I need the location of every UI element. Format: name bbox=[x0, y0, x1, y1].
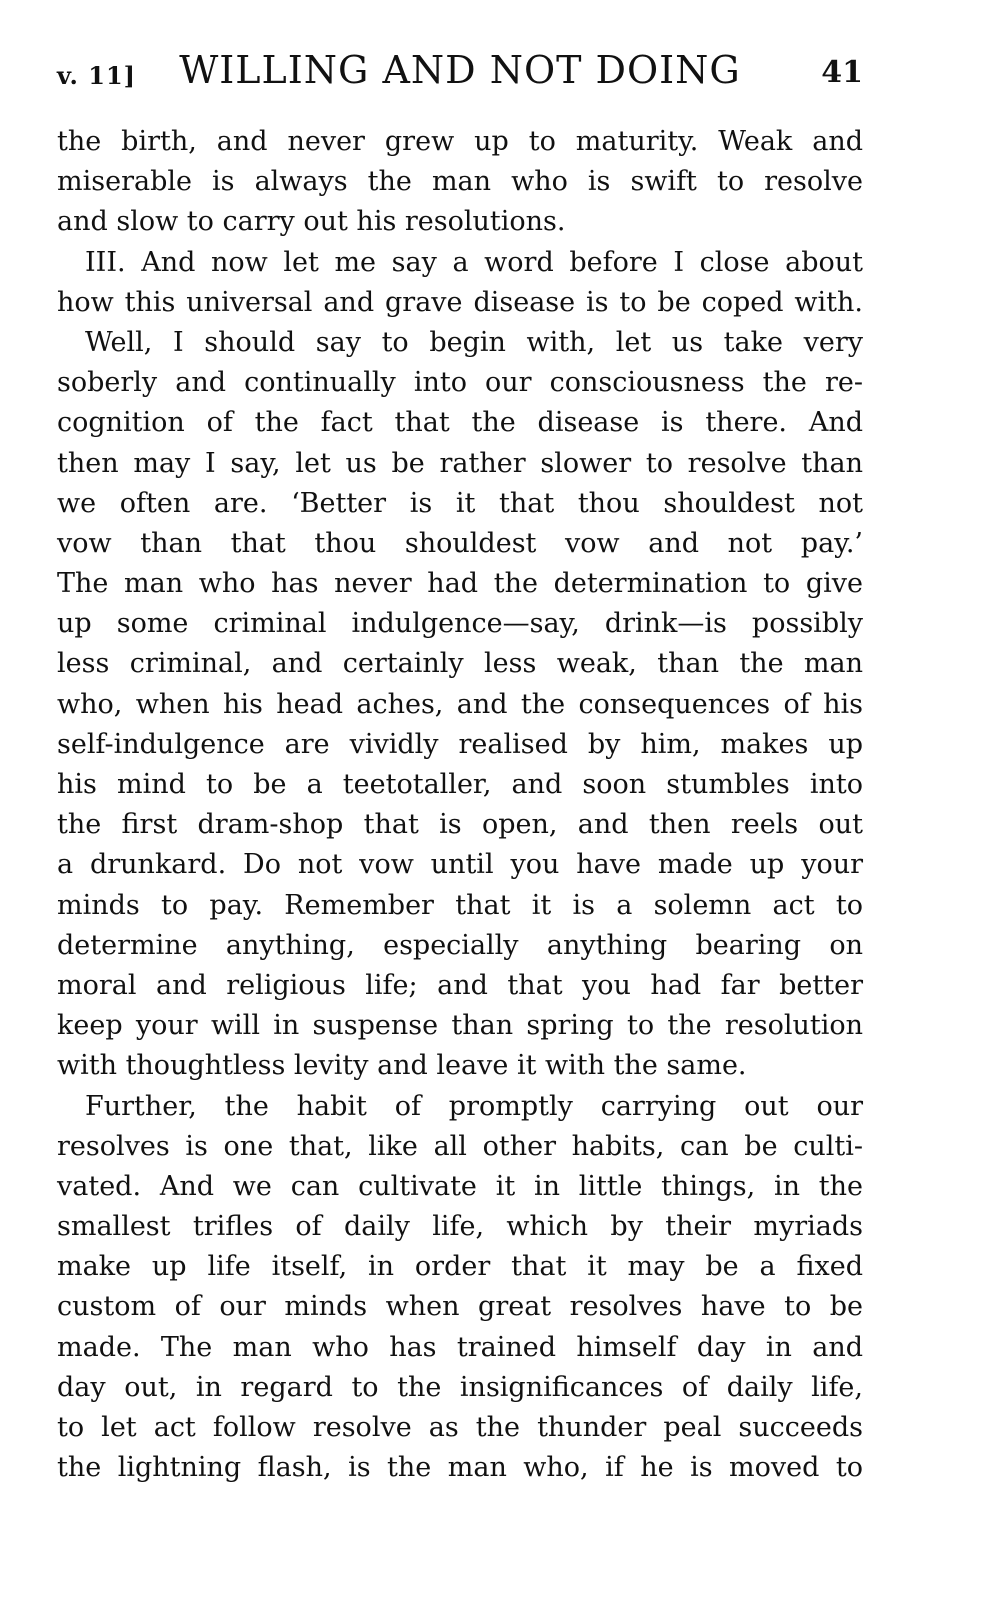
text-line: make up life itself, in order that it may be a fixed bbox=[57, 1251, 863, 1283]
text-line: The man who has never had the determination to give bbox=[57, 568, 863, 600]
text-line: with thoughtless levity and leave it with the same. bbox=[57, 1050, 747, 1082]
text-line: Well, I should say to begin with, let us take very bbox=[85, 326, 863, 358]
text-line: miserable is always the man who is swift to resolve bbox=[57, 166, 863, 198]
text-line: how this universal and grave disease is to be coped with. bbox=[57, 286, 863, 318]
page-number: 41 bbox=[821, 55, 863, 90]
text-line: keep your will in suspense than spring to the resolution bbox=[57, 1010, 863, 1042]
text-line: day out, in regard to the insignificances of daily life, bbox=[57, 1371, 863, 1403]
text-line: soberly and continually into our consciousness the re- bbox=[57, 367, 863, 399]
text-line: to let act follow resolve as the thunder peal succeeds bbox=[57, 1412, 863, 1443]
text-line: the lightning flash, is the man who, if he is moved to bbox=[57, 1452, 863, 1484]
text-line: the first dram-shop that is open, and then reels out bbox=[57, 809, 863, 841]
text-line: resolves is one that, like all other habits, can be culti- bbox=[57, 1130, 863, 1162]
text-line: the birth, and never grew up to maturity. Weak and bbox=[57, 126, 863, 157]
text-line: made. The man who has trained himself day in and bbox=[57, 1331, 863, 1363]
running-title: WILLING AND NOT DOING bbox=[179, 48, 741, 92]
text-line: minds to pay. Remember that it is a solemn act to bbox=[57, 889, 863, 921]
text-line: we often are. ‘Better is it that thou shouldest not bbox=[57, 487, 863, 519]
text-line: vated. And we can cultivate it in little things, in the bbox=[57, 1170, 863, 1202]
text-line: a drunkard. Do not vow until you have made up your bbox=[57, 849, 863, 881]
running-head bbox=[57, 48, 863, 98]
text-line: vow than that thou shouldest vow and not pay.’ bbox=[57, 527, 863, 559]
text-line: his mind to be a teetotaller, and soon stumbles into bbox=[57, 769, 863, 800]
text-line: smallest trifles of daily life, which by their myriads bbox=[57, 1211, 863, 1243]
chapter-verse-reference: v. 11] bbox=[57, 61, 136, 90]
text-line: custom of our minds when great resolves have to be bbox=[57, 1291, 863, 1323]
text-line: then may I say, let us be rather slower to resolve than bbox=[57, 447, 863, 479]
text-line: up some criminal indulgence—say, drink—is possibly bbox=[57, 608, 863, 640]
text-line: less criminal, and certainly less weak, than the man bbox=[57, 648, 863, 680]
text-line: self-indulgence are vividly realised by him, makes up bbox=[57, 728, 863, 760]
text-line: determine anything, especially anything bearing on bbox=[57, 929, 863, 961]
book-page bbox=[57, 48, 863, 1488]
text-line: and slow to carry out his resolutions. bbox=[57, 206, 566, 238]
text-line: III. And now let me say a word before I close about bbox=[85, 246, 863, 278]
text-line: moral and religious life; and that you had far better bbox=[57, 969, 863, 1001]
text-line: who, when his head aches, and the consequences of his bbox=[57, 688, 863, 720]
text-line: cognition of the fact that the disease is there. And bbox=[57, 407, 863, 439]
text-line: Further, the habit of promptly carrying out our bbox=[85, 1090, 863, 1122]
body-text bbox=[57, 122, 863, 1488]
